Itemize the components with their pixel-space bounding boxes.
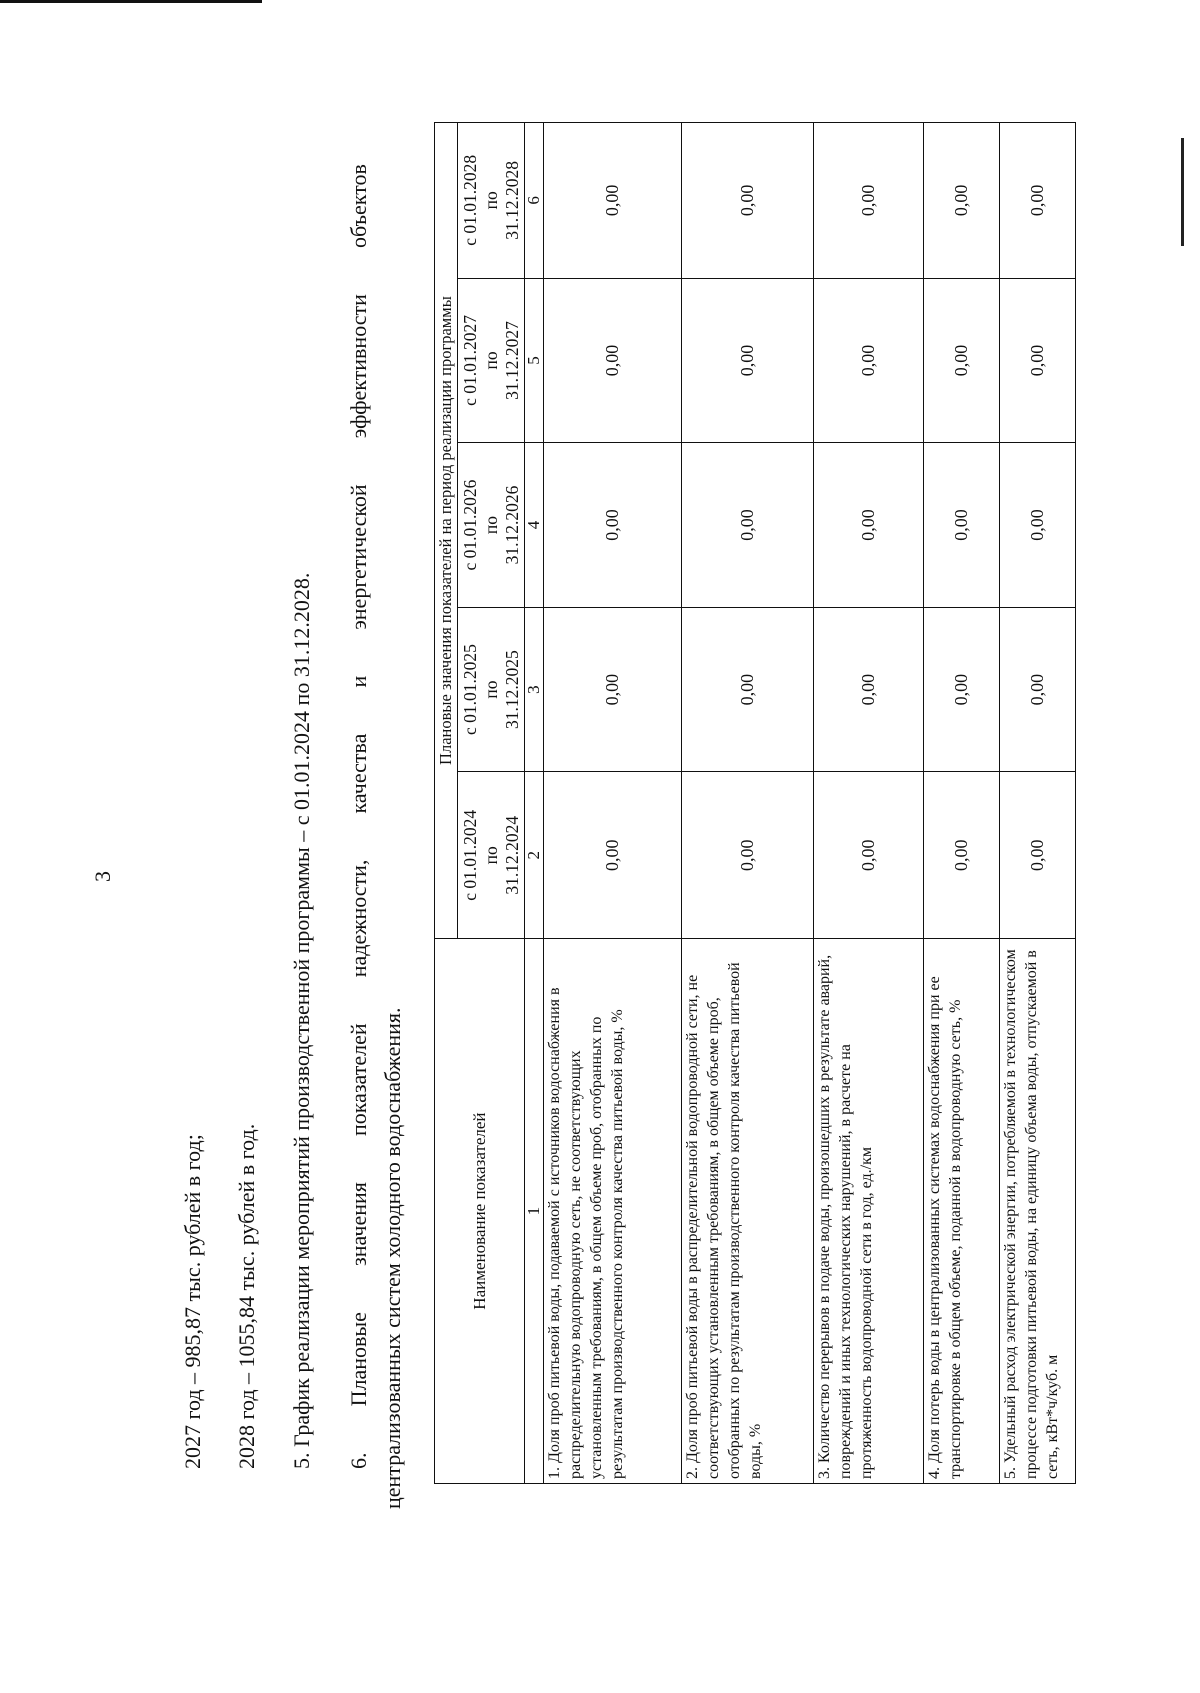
page-number: 3 xyxy=(90,871,115,882)
section-6-heading-line-1 xyxy=(342,164,376,1469)
column-number: 4 xyxy=(525,443,544,608)
year-2027-line: 2027 год – 985,87 тыс. рублей в год; xyxy=(180,1134,205,1469)
period-from: с 01.01.2024 xyxy=(459,809,480,901)
indicator-value: 0,00 xyxy=(682,123,814,279)
indicator-value: 0,00 xyxy=(1000,278,1076,443)
rotated-page xyxy=(72,79,1180,1674)
period-to: 31.12.2024 xyxy=(501,815,522,895)
heading-word: значения xyxy=(346,1182,371,1266)
year-2028-line: 2028 год – 1055,84 тыс. рублей в год. xyxy=(234,1123,259,1469)
column-number-row xyxy=(525,123,544,1484)
period-header xyxy=(458,443,525,608)
period-to: 31.12.2028 xyxy=(501,160,522,240)
indicator-value: 0,00 xyxy=(682,278,814,443)
period-to: 31.12.2027 xyxy=(501,321,522,400)
indicator-value: 0,00 xyxy=(1000,443,1076,608)
indicator-value: 0,00 xyxy=(814,123,924,279)
indicator-value: 0,00 xyxy=(1000,607,1076,772)
indicator-value: 0,00 xyxy=(924,443,1000,608)
heading-word: и xyxy=(346,675,371,688)
indicator-name: 3. Количество перерывов в подаче воды, произошедших в результате аварий, повреждений и иных технологических нарушений, в расчете на протяженность водопроводной сети в год, ед./км xyxy=(814,939,924,1484)
indicator-name: 1. Доля проб питьевой воды, подаваемой с источников водоснабжения в распределительную водопроводную сеть, не соответствующих установленным требованиям, в общем объеме проб, отобранных по результатам производственного контроля качества питьевой воды, % xyxy=(544,939,682,1484)
margin-rule xyxy=(1181,138,1184,246)
table-row xyxy=(1000,123,1076,1484)
period-to: 31.12.2025 xyxy=(501,650,522,729)
planned-values-header: Плановые значения показателей на период реализации программы xyxy=(435,123,458,939)
table-row xyxy=(814,123,924,1484)
table-row xyxy=(924,123,1000,1484)
indicators-table xyxy=(434,122,1076,1484)
column-number: 3 xyxy=(525,607,544,772)
period-from: с 01.01.2027 xyxy=(459,315,480,406)
period-to-word: по xyxy=(480,846,501,865)
indicator-value: 0,00 xyxy=(544,607,682,772)
indicator-value: 0,00 xyxy=(544,443,682,608)
top-edge-rule xyxy=(0,0,262,3)
heading-word: качества xyxy=(346,733,371,814)
indicator-value: 0,00 xyxy=(544,278,682,443)
period-header xyxy=(458,123,525,279)
period-from: с 01.01.2025 xyxy=(459,644,480,736)
indicator-name: 5. Удельный расход электрической энергии, потребляемой в технологическом процессе подготовки питьевой воды, на единицу объема воды, отпускаемой в сеть, кВт*ч/куб. м xyxy=(1000,939,1076,1484)
column-number: 2 xyxy=(525,772,544,939)
indicator-value: 0,00 xyxy=(1000,123,1076,279)
table-row xyxy=(682,123,814,1484)
heading-word: энергетической xyxy=(346,484,371,630)
indicator-value: 0,00 xyxy=(682,443,814,608)
indicator-value: 0,00 xyxy=(924,772,1000,939)
heading-word: надежности, xyxy=(346,859,371,978)
indicator-value: 0,00 xyxy=(814,278,924,443)
period-to-word: по xyxy=(480,191,501,210)
period-header xyxy=(458,607,525,772)
indicator-value: 0,00 xyxy=(814,607,924,772)
indicator-name-header: Наименование показателей xyxy=(435,939,525,1484)
heading-word: Плановые xyxy=(346,1312,371,1407)
section-6-heading xyxy=(342,164,410,1509)
indicator-value: 0,00 xyxy=(682,607,814,772)
column-number: 5 xyxy=(525,278,544,443)
period-from: с 01.01.2028 xyxy=(459,154,480,246)
indicator-name: 2. Доля проб питьевой воды в распределительной водопроводной сети, не соответствующих установленным требованиям, в общем объеме проб, отобранных по результатам производственного контроля качества питьевой воды, % xyxy=(682,939,814,1484)
column-number: 1 xyxy=(525,939,544,1484)
heading-word: показателей xyxy=(346,1023,371,1137)
period-from: с 01.01.2026 xyxy=(459,479,480,571)
period-to-word: по xyxy=(480,351,501,370)
period-header xyxy=(458,772,525,939)
indicator-value: 0,00 xyxy=(544,772,682,939)
period-header xyxy=(458,278,525,443)
indicator-value: 0,00 xyxy=(924,278,1000,443)
heading-word: эффективности xyxy=(346,294,371,439)
indicator-name: 4. Доля потерь воды в централизованных системах водоснабжения при ее транспортировке в общем объеме, поданной в водопроводную сеть, % xyxy=(924,939,1000,1484)
indicator-value: 0,00 xyxy=(924,607,1000,772)
period-to-word: по xyxy=(480,680,501,699)
indicator-value: 0,00 xyxy=(814,772,924,939)
section-6-heading-line-2: централизованных систем холодного водоснабжения. xyxy=(380,1007,405,1509)
column-number: 6 xyxy=(525,123,544,279)
heading-word: 6. xyxy=(346,1452,371,1469)
period-to: 31.12.2026 xyxy=(501,485,522,565)
heading-word: объектов xyxy=(346,164,371,248)
schedule-line: 5. График реализации мероприятий производственной программы – с 01.01.2024 по 31.12.2028. xyxy=(289,572,314,1469)
table-row xyxy=(544,123,682,1484)
indicator-value: 0,00 xyxy=(544,123,682,279)
indicator-value: 0,00 xyxy=(814,443,924,608)
indicator-value: 0,00 xyxy=(1000,772,1076,939)
period-to-word: по xyxy=(480,515,501,535)
indicator-value: 0,00 xyxy=(682,772,814,939)
indicator-value: 0,00 xyxy=(924,123,1000,279)
